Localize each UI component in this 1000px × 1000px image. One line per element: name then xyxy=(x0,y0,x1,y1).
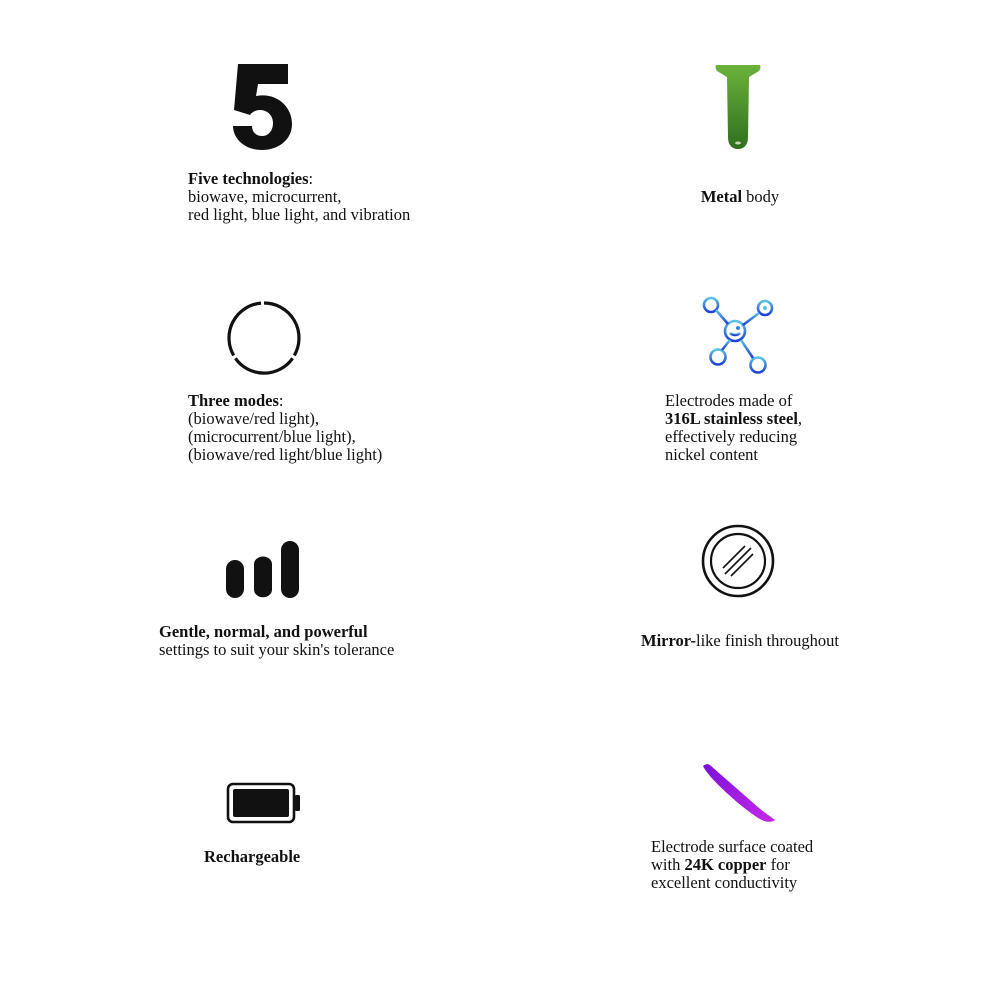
molecule-icon xyxy=(700,295,776,375)
copper-with: with xyxy=(651,855,685,874)
copper-line1: Electrode surface coated xyxy=(651,837,814,856)
electrodes-line1: Electrodes made of xyxy=(665,391,793,410)
three-modes-title: Three modes xyxy=(188,391,279,410)
electrodes-material: 316L stainless steel xyxy=(665,409,798,428)
signal-bars-icon xyxy=(225,540,301,600)
mirror-bold: Mirror- xyxy=(641,631,696,650)
metal-body-text xyxy=(640,188,840,206)
copper-text xyxy=(651,838,813,892)
electrodes-line3: effectively reducing xyxy=(665,427,798,446)
intensity-line2: settings to suit your skin's tolerance xyxy=(159,640,395,659)
five-technologies-line3: red light, blue light, and vibration xyxy=(188,205,411,224)
copper-blade-icon xyxy=(701,762,777,824)
copper-line3: excellent conductivity xyxy=(651,873,798,892)
copper-material: 24K copper xyxy=(684,855,767,874)
number-five-icon xyxy=(230,62,294,150)
metal-body-bold: Metal xyxy=(700,187,743,206)
electrodes-comma: , xyxy=(797,409,803,428)
electrodes-line4: nickel content xyxy=(665,445,759,464)
three-modes-colon: : xyxy=(278,391,284,410)
five-technologies-line2: biowave, microcurrent, xyxy=(188,187,342,206)
five-technologies-colon: : xyxy=(308,169,314,188)
five-technologies-title: Five technologies xyxy=(188,169,309,188)
rechargeable-bold: Rechargeable xyxy=(204,847,301,866)
three-modes-line2: (biowave/red light), xyxy=(188,409,320,428)
metal-body-rest: body xyxy=(742,187,780,206)
five-technologies-text xyxy=(188,170,410,224)
three-modes-line3: (microcurrent/blue light), xyxy=(188,427,356,446)
mirror-text xyxy=(600,632,880,650)
mirror-icon xyxy=(701,524,775,598)
segmented-circle-icon xyxy=(226,300,302,376)
three-modes-text xyxy=(188,392,382,464)
copper-for: for xyxy=(766,855,790,874)
rechargeable-text xyxy=(204,848,300,866)
mirror-rest: like finish throughout xyxy=(695,631,839,650)
three-modes-line4: (biowave/red light/blue light) xyxy=(188,445,383,464)
intensity-text xyxy=(159,623,394,659)
electrodes-text xyxy=(665,392,802,464)
metal-body-icon xyxy=(713,63,763,151)
intensity-title: Gentle, normal, and powerful xyxy=(159,622,368,641)
battery-icon xyxy=(226,782,302,824)
